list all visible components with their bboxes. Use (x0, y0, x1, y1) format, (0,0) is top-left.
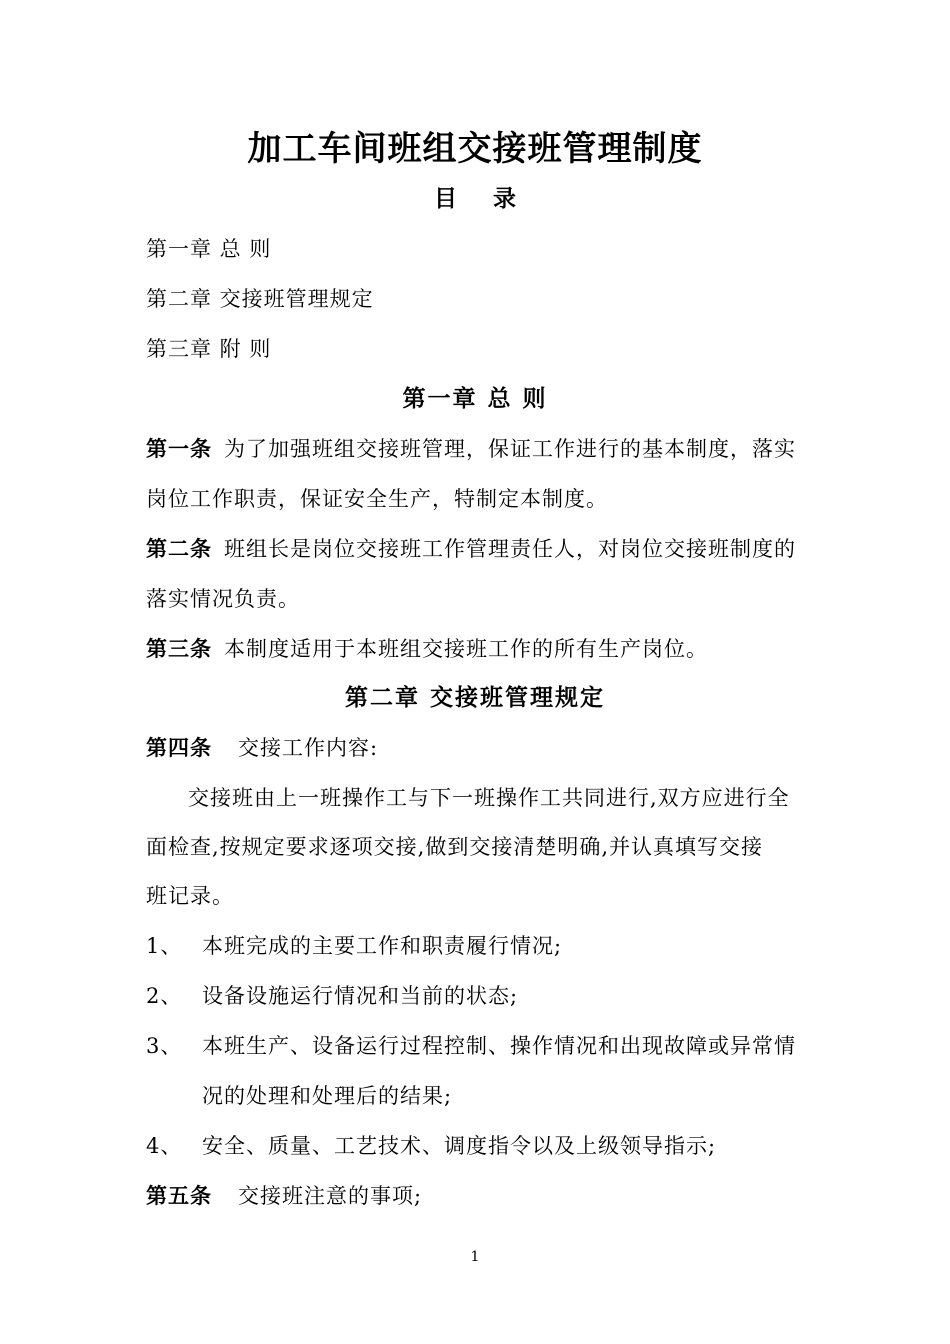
list-item-3-number: 3、 (146, 1034, 183, 1058)
toc-item-2: 第二章 交接班管理规定 (146, 287, 374, 311)
article-1-line-1: 为了加强班组交接班管理，保证工作进行的基本制度，落实 (224, 437, 796, 461)
article-3-label: 第三条 (146, 636, 212, 661)
article-3 (146, 634, 810, 664)
article-1 (146, 434, 810, 464)
article-2-label: 第二条 (146, 536, 212, 561)
article-4-text: 交接工作内容: (238, 736, 379, 760)
toc-item-1: 第一章 总 则 (146, 237, 272, 261)
page-number: 1 (470, 1249, 480, 1265)
paragraph-line-2: 面检查,按规定要求逐项交接,做到交接清楚明确,并认真填写交接 (146, 835, 764, 859)
article-4-label: 第四条 (146, 735, 212, 760)
toc-item-3: 第三章 附 则 (146, 337, 272, 361)
chapter-2-heading: 第二章 交接班管理规定 (344, 684, 605, 711)
list-item-4-number: 4、 (146, 1134, 183, 1158)
list-item-3-continuation: 况的处理和处理后的结果; (202, 1084, 453, 1108)
list-item-4-text: 安全、质量、工艺技术、调度指令以及上级领导指示; (202, 1134, 717, 1158)
list-item-4 (146, 1131, 810, 1161)
article-2 (146, 534, 810, 564)
toc-heading: 目 录 (433, 185, 530, 212)
list-item-2 (146, 981, 810, 1011)
article-5-text: 交接班注意的事项; (238, 1184, 423, 1208)
article-1-line-2: 岗位工作职责，保证安全生产，特制定本制度。 (146, 487, 608, 511)
list-item-3 (146, 1031, 810, 1061)
list-item-2-number: 2、 (146, 984, 183, 1008)
chapter-1-heading: 第一章 总 则 (402, 385, 548, 412)
article-2-line-1: 班组长是岗位交接班工作管理责任人，对岗位交接班制度的 (224, 537, 796, 561)
article-2-line-2: 落实情况负责。 (146, 587, 300, 611)
list-item-1-number: 1、 (146, 934, 183, 958)
list-item-2-text: 设备设施运行情况和当前的状态; (202, 984, 519, 1008)
list-item-3-text: 本班生产、设备运行过程控制、操作情况和出现故障或异常情 (202, 1034, 796, 1058)
list-item-1 (146, 931, 810, 961)
article-3-line-1: 本制度适用于本班组交接班工作的所有生产岗位。 (224, 637, 708, 661)
document-title: 加工车间班组交接班管理制度 (247, 129, 703, 169)
article-5 (146, 1181, 810, 1211)
paragraph-line-3: 班记录。 (146, 884, 234, 908)
article-5-label: 第五条 (146, 1183, 212, 1208)
paragraph-line-1: 交接班由上一班操作工与下一班操作工共同进行,双方应进行全 (188, 786, 790, 810)
article-4 (146, 733, 810, 763)
article-1-label: 第一条 (146, 436, 212, 461)
list-item-1-text: 本班完成的主要工作和职责履行情况; (202, 934, 563, 958)
